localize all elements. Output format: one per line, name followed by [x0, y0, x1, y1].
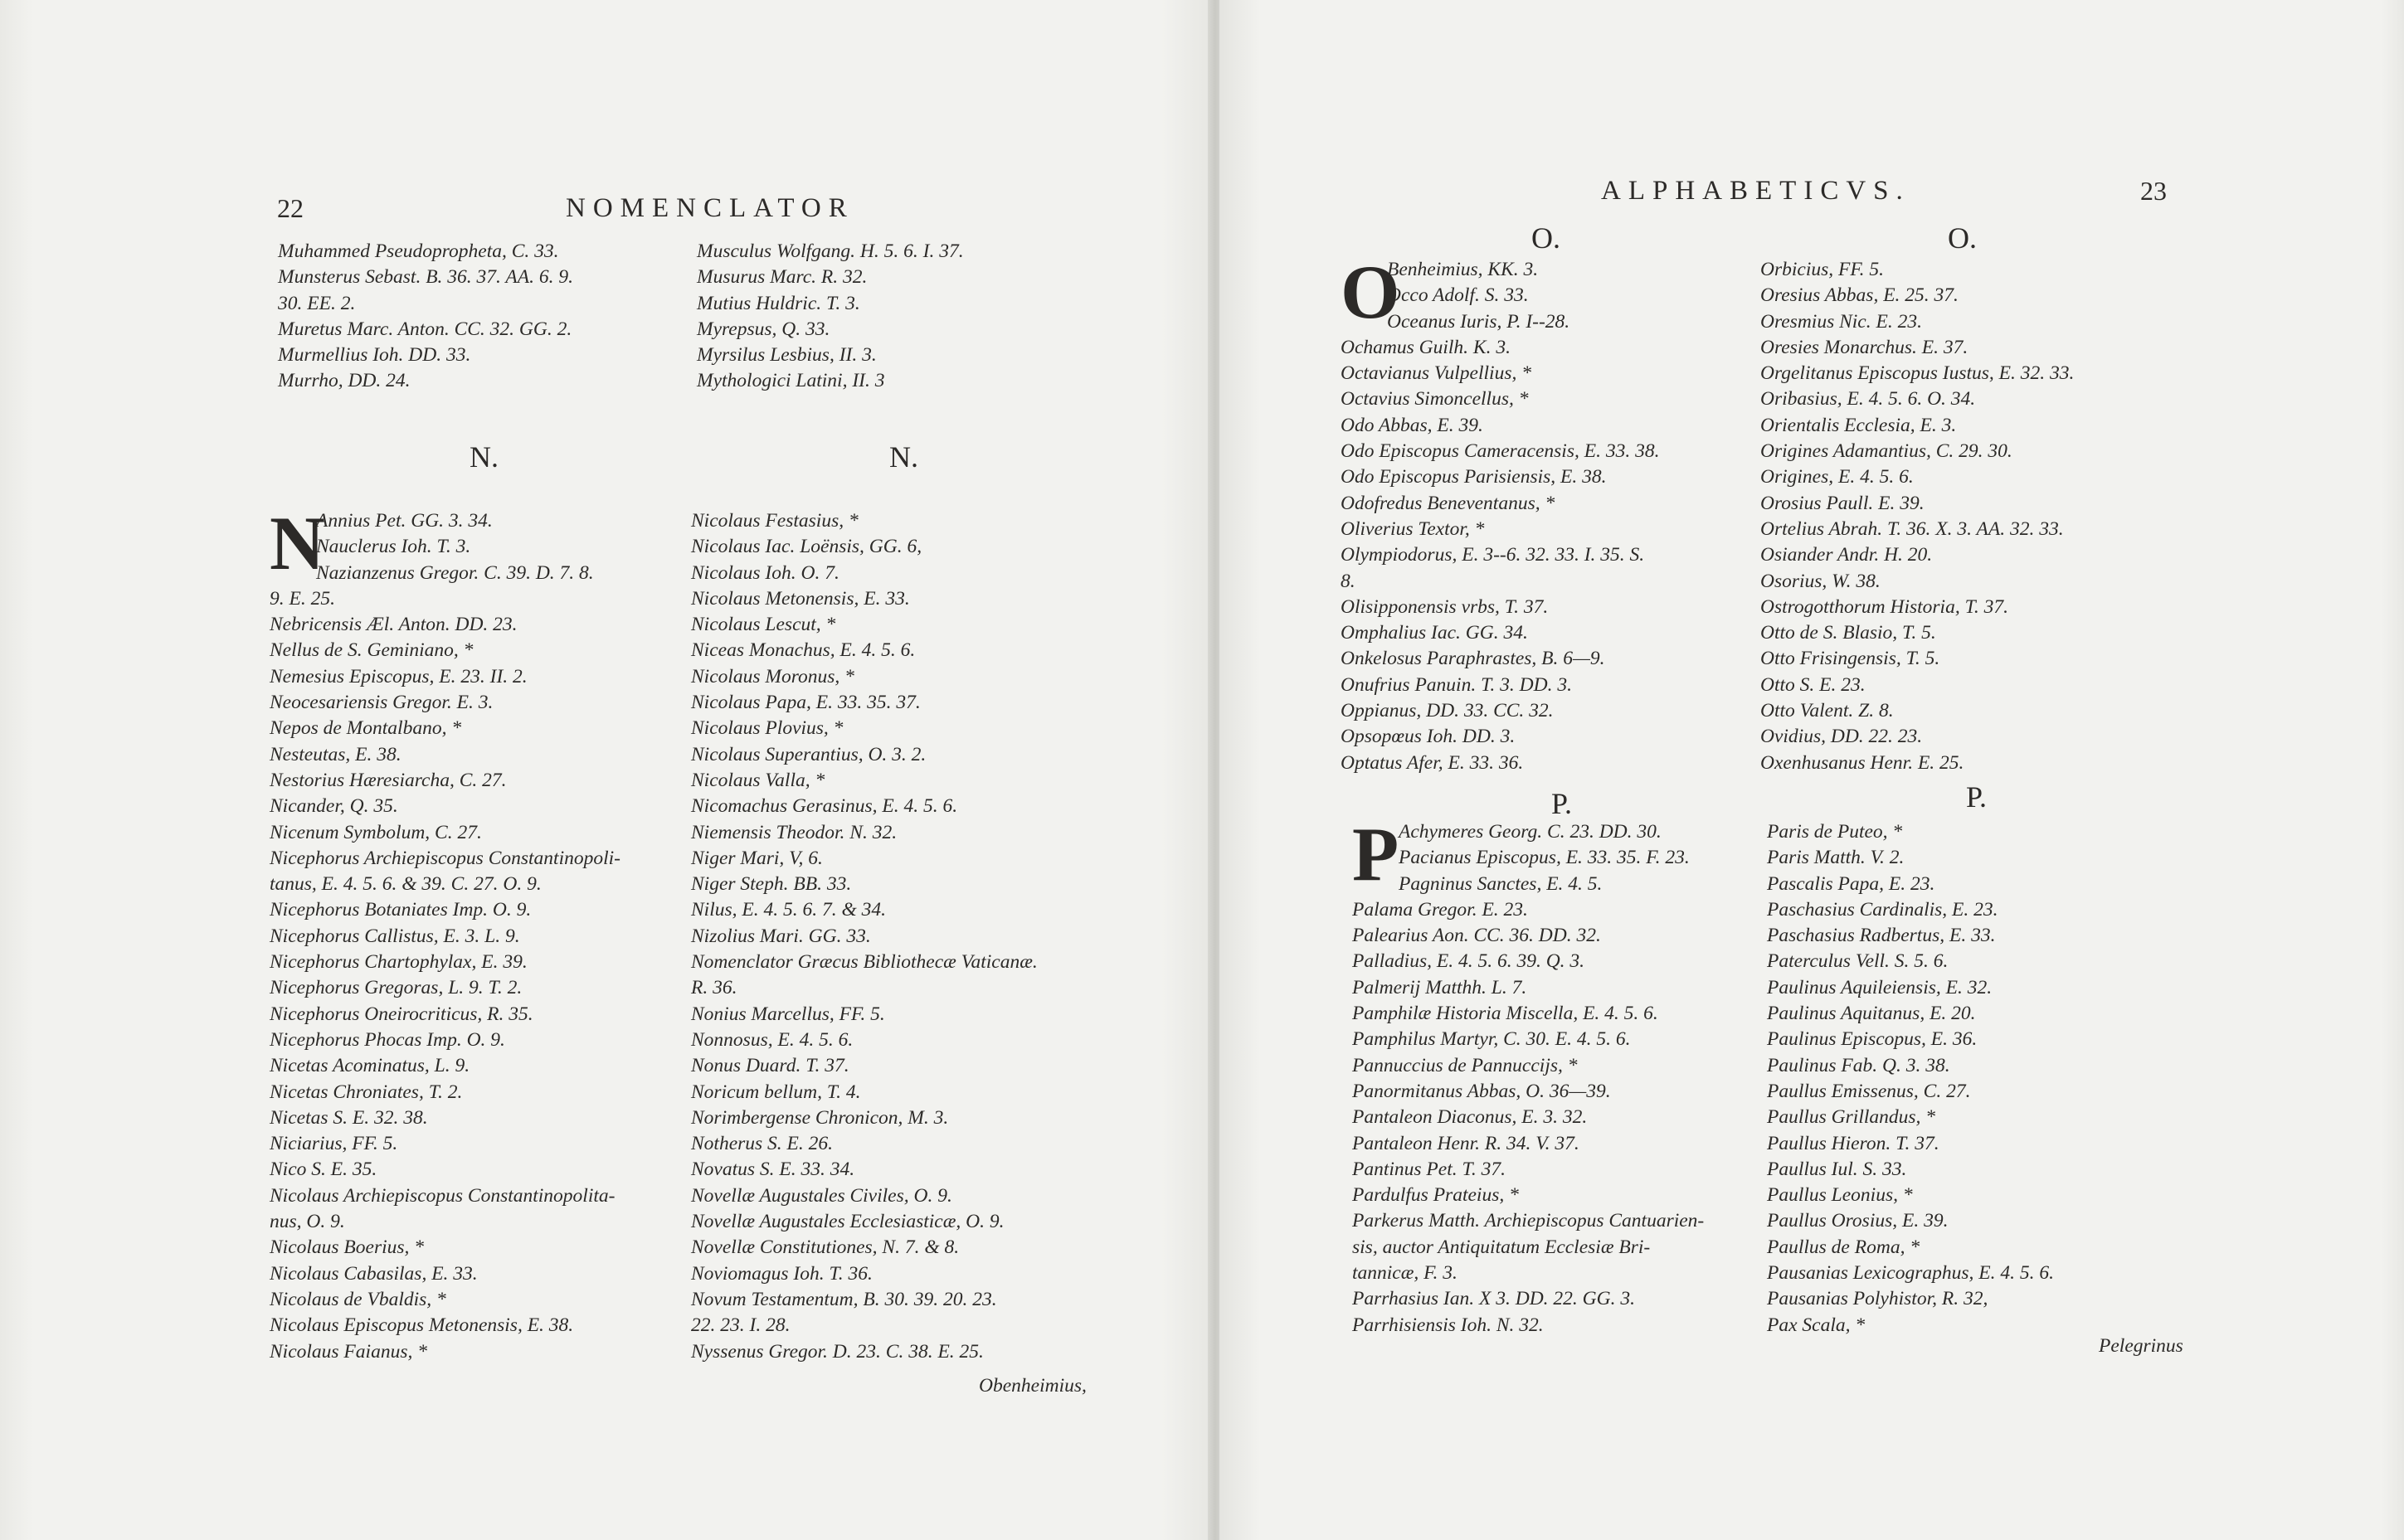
index-entry: Orosius Paull. E. 39. [1760, 492, 1925, 514]
index-entry: Nicephorus Botaniates Imp. O. 9. [270, 899, 532, 921]
right-page [1219, 0, 2404, 1540]
index-entry: Nicephorus Callistus, E. 3. L. 9. [270, 925, 520, 947]
index-entry: Nicetas Acominatus, L. 9. [270, 1055, 470, 1077]
index-entry: Achymeres Georg. C. 23. DD. 30. [1399, 821, 1662, 843]
index-entry: Paulinus Aquitanus, E. 20. [1767, 1003, 1976, 1025]
index-entry: tanus, E. 4. 5. 6. & 39. C. 27. O. 9. [270, 873, 542, 896]
index-entry: Nicephorus Gregoras, L. 9. T. 2. [270, 977, 523, 999]
index-entry: Pannuccius de Pannuccijs, * [1352, 1054, 1578, 1076]
index-entry: Pantinus Pet. T. 37. [1352, 1158, 1506, 1180]
running-head: ALPHABETICVS. [1601, 176, 1910, 206]
index-entry: Nicolaus de Vbaldis, * [270, 1288, 446, 1310]
section-letter-o: O. [1531, 221, 1560, 255]
index-entry: Nico S. E. 35. [270, 1159, 377, 1181]
index-entry: Nilus, E. 4. 5. 6. 7. & 34. [691, 899, 887, 921]
index-entry: Paris de Puteo, * [1767, 821, 1903, 843]
index-entry: Paullus de Roma, * [1767, 1236, 1920, 1258]
index-entry: Nazianzenus Gregor. C. 39. D. 7. 8. [316, 561, 594, 584]
dropcap-block [1341, 250, 1772, 335]
dropcap-block [1352, 812, 1784, 897]
left-col1 [270, 501, 684, 1365]
index-entry: sis, auctor Antiquitatum Ecclesiæ Bri- [1352, 1236, 1651, 1258]
index-entry: Optatus Afer, E. 33. 36. [1341, 751, 1524, 774]
index-entry: Nomenclator Græcus Bibliothecæ Vaticanæ. [691, 951, 1038, 974]
index-entry: Nebricensis Æl. Anton. DD. 23. [270, 614, 518, 636]
index-entry: Paullus Hieron. T. 37. [1767, 1132, 1939, 1154]
index-entry: 22. 23. I. 28. [691, 1314, 791, 1337]
index-entry: Murrho, DD. 24. [278, 370, 411, 392]
index-entry: Nicomachus Gerasinus, E. 4. 5. 6. [691, 795, 958, 818]
index-entry: Mythologici Latini, II. 3 [697, 370, 885, 392]
index-entry: Nicephorus Archiepiscopus Constantinopoli- [270, 847, 620, 869]
index-entry: Otto Frisingensis, T. 5. [1760, 648, 1940, 670]
index-entry: Palearius Aon. CC. 36. DD. 32. [1352, 925, 1601, 947]
index-entry: nus, O. 9. [270, 1211, 345, 1233]
index-entry: Ortelius Abrah. T. 36. X. 3. AA. 32. 33. [1760, 517, 2064, 540]
index-entry: Niger Steph. BB. 33. [691, 873, 852, 896]
right-col2-o [1760, 257, 2192, 776]
index-entry: Ostrogotthorum Historia, T. 37. [1760, 595, 2009, 618]
index-entry: Nicolaus Iac. Loënsis, GG. 6, [691, 536, 922, 558]
index-entry: Ovidius, DD. 22. 23. [1760, 726, 1923, 748]
section-letter-p: P. [1551, 787, 1573, 820]
index-entry: Onufrius Panuin. T. 3. DD. 3. [1341, 673, 1572, 696]
index-entry: Parrhasius Ian. X 3. DD. 22. GG. 3. [1352, 1288, 1635, 1310]
index-entry: Musurus Marc. R. 32. [697, 266, 868, 289]
index-entry: Oliverius Textor, * [1341, 517, 1485, 540]
index-entry: Noviomagus Ioh. T. 36. [691, 1262, 873, 1285]
index-entry: Oresies Monarchus. E. 37. [1760, 336, 1968, 358]
index-entry: Paullus Grillandus, * [1767, 1106, 1936, 1129]
index-entry: Noricum bellum, T. 4. [691, 1081, 861, 1103]
index-entry: Notherus S. E. 26. [691, 1133, 834, 1155]
index-entry: Muretus Marc. Anton. CC. 32. GG. 2. [278, 318, 572, 340]
index-entry: Nicolaus Archiepiscopus Constantinopolita- [270, 1184, 616, 1207]
index-entry: Pamphilus Martyr, C. 30. E. 4. 5. 6. [1352, 1028, 1631, 1051]
index-entry: Niger Mari, V, 6. [691, 847, 823, 869]
index-entry: Pardulfus Prateius, * [1352, 1184, 1519, 1207]
index-entry: Nicander, Q. 35. [270, 795, 398, 818]
index-entry: Osiander Andr. H. 20. [1760, 544, 1933, 566]
index-entry: Paris Matth. V. 2. [1767, 847, 1905, 869]
index-entry: Pausanias Polyhistor, R. 32, [1767, 1288, 1988, 1310]
index-entry: Myrsilus Lesbius, II. 3. [697, 344, 877, 367]
section-letter-p: P. [1966, 780, 1988, 814]
index-entry: 8. [1341, 570, 1355, 592]
index-entry: Nicolaus Superantius, O. 3. 2. [691, 743, 927, 765]
index-entry: Oribasius, E. 4. 5. 6. O. 34. [1760, 388, 1976, 411]
index-entry: Occo Adolf. S. 33. [1387, 284, 1529, 307]
index-entry: Paschasius Radbertus, E. 33. [1767, 925, 1996, 947]
section-letter-o: O. [1948, 221, 1977, 255]
index-entry: Parkerus Matth. Archiepiscopus Cantuarien- [1352, 1210, 1705, 1232]
index-entry: Odo Episcopus Cameracensis, E. 33. 38. [1341, 440, 1660, 463]
index-entry: Pantaleon Diaconus, E. 3. 32. [1352, 1106, 1588, 1129]
index-entry: Nicephorus Phocas Imp. O. 9. [270, 1028, 505, 1051]
index-entry: Octavianus Vulpellius, * [1341, 362, 1531, 385]
index-entry: Nyssenus Gregor. D. 23. C. 38. E. 25. [691, 1340, 984, 1363]
dropcap-letter: O [1341, 250, 1400, 334]
index-entry: Murmellius Ioh. DD. 33. [278, 344, 471, 367]
index-entry: Niciarius, FF. 5. [270, 1133, 398, 1155]
index-entry: Origines, E. 4. 5. 6. [1760, 466, 1914, 488]
index-entry: Pagninus Sanctes, E. 4. 5. [1399, 872, 1603, 895]
index-entry: Orientalis Ecclesia, E. 3. [1760, 414, 1957, 436]
index-entry: Nicenum Symbolum, C. 27. [270, 821, 482, 843]
index-entry: Origines Adamantius, C. 29. 30. [1760, 440, 2012, 463]
index-entry: Paullus Leonius, * [1767, 1184, 1913, 1207]
index-entry: Oresmius Nic. E. 23. [1760, 310, 1922, 333]
index-entry: Nicolaus Moronus, * [691, 665, 854, 687]
index-entry: Nicolaus Plovius, * [691, 717, 844, 740]
right-col2-p [1767, 819, 2198, 1338]
index-entry: Omphalius Iac. GG. 34. [1341, 622, 1528, 644]
index-entry: Otto Valent. Z. 8. [1760, 700, 1894, 722]
index-entry: Myrepsus, Q. 33. [697, 318, 830, 340]
page-number: 23 [2140, 176, 2167, 206]
index-entry: 30. EE. 2. [278, 292, 356, 314]
index-entry: Parrhisiensis Ioh. N. 32. [1352, 1314, 1544, 1336]
index-entry: Paullus Iul. S. 33. [1767, 1158, 1907, 1180]
index-entry: Munsterus Sebast. B. 36. 37. AA. 6. 9. [278, 266, 573, 289]
index-entry: Nicolaus Papa, E. 33. 35. 37. [691, 692, 921, 714]
index-entry: Nicolaus Cabasilas, E. 33. [270, 1262, 478, 1285]
index-entry: Paulinus Fab. Q. 3. 38. [1767, 1054, 1950, 1076]
index-entry: Neocesariensis Gregor. E. 3. [270, 692, 494, 714]
dropcap-letter: N [270, 501, 325, 585]
index-entry: Nicolaus Faianus, * [270, 1340, 427, 1363]
index-entry: Nemesius Episcopus, E. 23. II. 2. [270, 665, 528, 687]
index-entry: Nicolaus Valla, * [691, 769, 825, 791]
index-entry: Nicephorus Chartophylax, E. 39. [270, 951, 528, 974]
index-entry: Annius Pet. GG. 3. 34. [316, 510, 493, 532]
index-entry: Pax Scala, * [1767, 1314, 1866, 1336]
index-entry: Niemensis Theodor. N. 32. [691, 821, 898, 843]
index-entry: Palmerij Matthh. L. 7. [1352, 976, 1527, 998]
index-entry: Paulinus Aquileiensis, E. 32. [1767, 976, 1993, 998]
index-entry: Pausanias Lexicographus, E. 4. 5. 6. [1767, 1262, 2054, 1285]
index-entry: Orbicius, FF. 5. [1760, 259, 1885, 280]
index-entry: Olisipponensis vrbs, T. 37. [1341, 595, 1549, 618]
index-entry: Pamphilæ Historia Miscella, E. 4. 5. 6. [1352, 1003, 1658, 1025]
index-entry: Nonnosus, E. 4. 5. 6. [691, 1028, 854, 1051]
index-entry: Benheimius, KK. 3. [1387, 259, 1539, 280]
index-entry: Orgelitanus Episcopus Iustus, E. 32. 33. [1760, 362, 2075, 385]
index-entry: Nonus Duard. T. 37. [691, 1055, 849, 1077]
index-entry: Otto S. E. 23. [1760, 673, 1866, 696]
index-entry: Nizolius Mari. GG. 33. [691, 925, 871, 947]
left-col2-top [697, 239, 1128, 395]
catchword: Obenheimius, [979, 1375, 1087, 1397]
index-entry: Onkelosus Paraphrastes, B. 6—9. [1341, 648, 1605, 670]
index-entry: Olympiodorus, E. 3--6. 32. 33. I. 35. S. [1341, 544, 1645, 566]
index-entry: 9. E. 25. [270, 587, 335, 610]
index-entry: tannicæ, F. 3. [1352, 1262, 1457, 1285]
index-entry: Oceanus Iuris, P. I--28. [1387, 310, 1570, 333]
index-entry: Oxenhusanus Henr. E. 25. [1760, 751, 1964, 774]
index-entry: Oresius Abbas, E. 25. 37. [1760, 284, 1959, 307]
index-entry: Nestorius Hæresiarcha, C. 27. [270, 769, 507, 791]
index-entry: Nicetas S. E. 32. 38. [270, 1106, 428, 1129]
index-entry: Pacianus Episcopus, E. 33. 35. F. 23. [1399, 847, 1690, 869]
index-entry: Nellus de S. Geminiano, * [270, 639, 474, 662]
index-entry: Paullus Emissenus, C. 27. [1767, 1080, 1971, 1102]
index-entry: Paschasius Cardinalis, E. 23. [1767, 898, 1998, 921]
index-entry: Odofredus Beneventanus, * [1341, 492, 1555, 514]
index-entry: Nicolaus Ioh. O. 7. [691, 561, 839, 584]
index-entry: Norimbergense Chronicon, M. 3. [691, 1106, 949, 1129]
index-entry: Paulinus Episcopus, E. 36. [1767, 1028, 1978, 1051]
index-entry: Nicolaus Lescut, * [691, 614, 836, 636]
index-entry: Muhammed Pseudopropheta, C. 33. [278, 240, 559, 262]
index-entry: Palladius, E. 4. 5. 6. 39. Q. 3. [1352, 950, 1585, 973]
index-entry: Nicolaus Festasius, * [691, 510, 859, 532]
index-entry: Nicolaus Boerius, * [270, 1236, 425, 1259]
index-entry: Musculus Wolfgang. H. 5. 6. I. 37. [697, 240, 964, 262]
index-entry: Odo Abbas, E. 39. [1341, 414, 1483, 436]
index-entry: Pascalis Papa, E. 23. [1767, 872, 1935, 895]
index-entry: Octavius Simoncellus, * [1341, 388, 1529, 411]
index-entry: Paullus Orosius, E. 39. [1767, 1210, 1949, 1232]
index-entry: Nicolaus Episcopus Metonensis, E. 38. [270, 1314, 574, 1337]
dropcap-block [270, 501, 684, 586]
dropcap-letter: P [1352, 812, 1399, 896]
running-head: NOMENCLATOR [566, 193, 854, 223]
index-entry: Nonius Marcellus, FF. 5. [691, 1003, 885, 1025]
index-entry: Novatus S. E. 33. 34. [691, 1159, 855, 1181]
index-entry: Mutius Huldric. T. 3. [697, 292, 860, 314]
section-letter-n: N. [470, 440, 499, 474]
index-entry: Otto de S. Blasio, T. 5. [1760, 622, 1936, 644]
left-col1-top [278, 239, 693, 395]
right-col1-p [1352, 812, 1784, 1338]
index-entry: Ochamus Guilh. K. 3. [1341, 336, 1511, 358]
index-entry: Osorius, W. 38. [1760, 570, 1881, 592]
index-entry: Novellæ Augustales Ecclesiasticæ, O. 9. [691, 1211, 1005, 1233]
index-entry: Novum Testamentum, B. 30. 39. 20. 23. [691, 1288, 997, 1310]
left-col2 [691, 508, 1122, 1365]
index-entry: Nesteutas, E. 38. [270, 743, 401, 765]
index-entry: Novellæ Augustales Civiles, O. 9. [691, 1184, 952, 1207]
index-entry: Panormitanus Abbas, O. 36—39. [1352, 1080, 1611, 1102]
index-entry: Nicolaus Metonensis, E. 33. [691, 587, 910, 610]
index-entry: Nicetas Chroniates, T. 2. [270, 1081, 463, 1103]
index-entry: Nauclerus Ioh. T. 3. [316, 536, 471, 558]
index-entry: Nepos de Montalbano, * [270, 717, 462, 740]
index-entry: Nicephorus Oneirocriticus, R. 35. [270, 1003, 533, 1025]
index-entry: Pantaleon Henr. R. 34. V. 37. [1352, 1132, 1579, 1154]
section-letter-n: N. [889, 440, 918, 474]
index-entry: Palama Gregor. E. 23. [1352, 898, 1528, 921]
index-entry: Paterculus Vell. S. 5. 6. [1767, 950, 1949, 973]
index-entry: R. 36. [691, 977, 737, 999]
index-entry: Niceas Monachus, E. 4. 5. 6. [691, 639, 916, 662]
index-entry: Oppianus, DD. 33. CC. 32. [1341, 700, 1554, 722]
index-entry: Novellæ Constitutiones, N. 7. & 8. [691, 1236, 960, 1259]
index-entry: Odo Episcopus Parisiensis, E. 38. [1341, 466, 1607, 488]
right-col1-o [1341, 250, 1772, 776]
page-number: 22 [277, 193, 304, 223]
catchword: Pelegrinus [2099, 1335, 2183, 1357]
index-entry: Opsopœus Ioh. DD. 3. [1341, 726, 1516, 748]
